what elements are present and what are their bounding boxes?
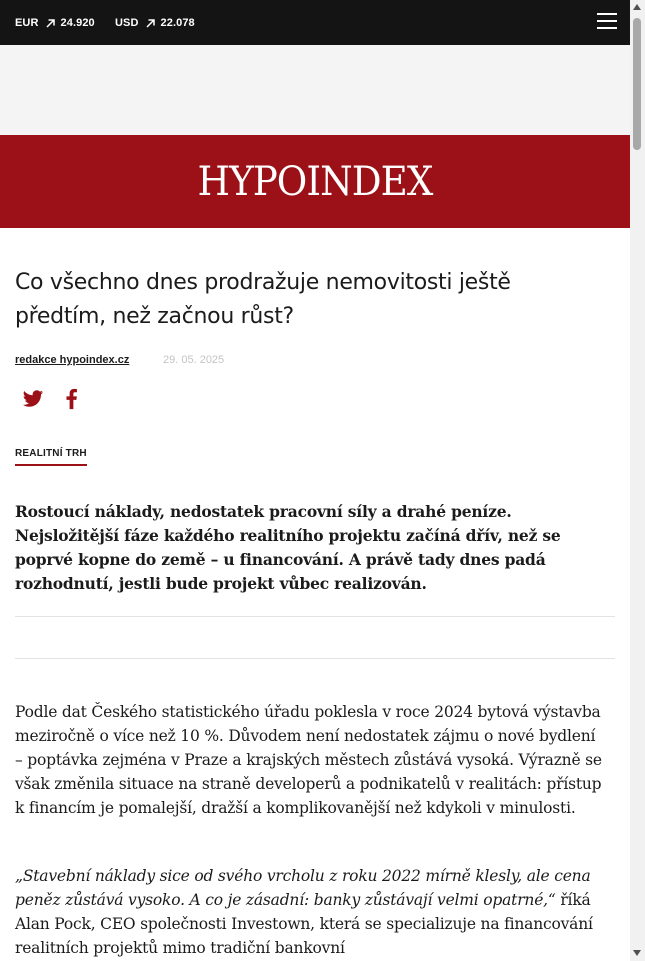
article-paragraph <box>15 864 607 960</box>
site-logo[interactable]: HYPOINDEX <box>197 159 433 205</box>
currency-topbar <box>0 0 630 45</box>
rate-usd <box>115 15 195 31</box>
author-link[interactable]: redakce hypoindex.cz <box>15 354 130 366</box>
rate-value: 22.078 <box>160 17 195 29</box>
quote-text: „Stavební náklady sice od svého vrcholu z roku 2022 mírně klesly, ale cena peněz zůstává vysoko. A co je zásadní: banky zůstávají velmi opatrné,“ <box>15 867 591 909</box>
publish-date: 29. 05. 2025 <box>163 354 225 366</box>
ad-placeholder <box>0 45 630 135</box>
divider <box>15 616 615 617</box>
paragraph-text: říká Alan Pock, CEO společnosti Investown, která se specializuje na financování realitních projektů mimo tradiční bankovní <box>15 891 593 957</box>
twitter-icon[interactable] <box>21 388 45 410</box>
arrow-up-right-icon <box>145 18 156 29</box>
article-title: Co všechno dnes prodražuje nemovitosti ještě předtím, než začnou růst? <box>15 270 511 329</box>
hamburger-menu-icon[interactable] <box>597 13 617 31</box>
facebook-icon[interactable] <box>60 388 84 410</box>
divider <box>15 658 615 659</box>
rate-code: EUR <box>15 17 39 29</box>
scrollbar[interactable] <box>630 0 645 961</box>
rate-eur <box>15 15 95 31</box>
arrow-up-right-icon <box>45 18 56 29</box>
scroll-down-arrow-icon[interactable] <box>633 950 641 956</box>
article-paragraph: Podle dat Českého statistického úřadu poklesla v roce 2024 bytová výstavba meziročně o více než 10 %. Důvodem není nedostatek zájmu o nové bydlení – poptávka zejména v Praze a krajských městech zůstává vysoká. Výrazně se však změnila situace na straně developerů a podnikatelů v realitách: přístup k financím je pomalejší, dražší a komplikovanější než kdykoli v minulosti. <box>15 703 602 817</box>
scrollbar-thumb[interactable] <box>633 18 641 150</box>
article-lead: Rostoucí náklady, nedostatek pracovní síly a drahé peníze. Nejsložitější fáze každého realitního projektu začíná dřív, než se poprvé kopne do země – u financování. A právě tady dnes padá rozhodnutí, jestli bude projekt vůbec realizován. <box>15 502 561 593</box>
rate-value: 24.920 <box>60 17 95 29</box>
category-tag[interactable]: REALITNÍ TRH <box>15 448 87 466</box>
scroll-up-arrow-icon[interactable] <box>633 4 641 10</box>
rate-code: USD <box>115 17 139 29</box>
